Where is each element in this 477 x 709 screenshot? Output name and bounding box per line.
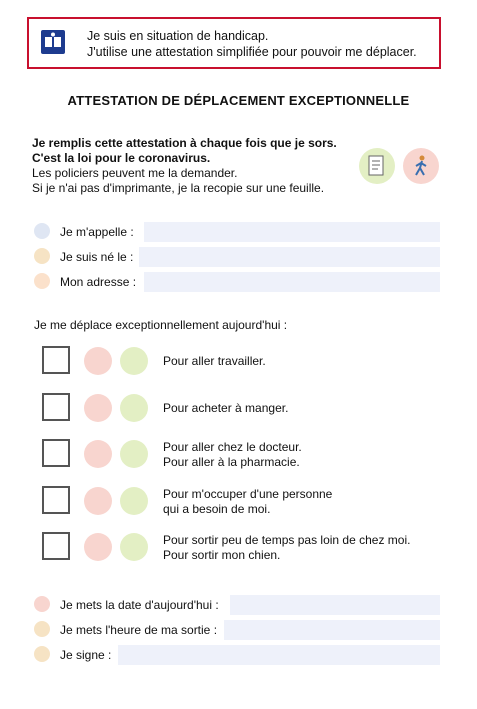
option-doctor-line-1: Pour aller chez le docteur. [163,440,302,454]
signature-field[interactable] [118,645,440,665]
intro-line-4: Si je n'ai pas d'imprimante, je la recopie sur une feuille. [32,181,325,195]
page-title: ATTESTATION DE DÉPLACEMENT EXCEPTIONNELLE [67,93,410,108]
handicap-banner [27,17,441,69]
name-row [34,222,440,242]
option-food-line-1: Pour acheter à manger. [163,401,289,415]
checkbox-work[interactable] [42,346,70,374]
birth-row [34,247,440,267]
date-label: Je mets la date d'aujourd'hui : [60,598,219,612]
option-care-line-2: qui a besoin de moi. [163,502,271,516]
easy-to-read-icon [41,30,65,54]
reason-question: Je me déplace exceptionnellement aujourd'hui : [34,318,288,332]
dog-icon [120,533,148,561]
time-label: Je mets l'heure de ma sortie : [60,623,218,637]
intro-line-3: Les policiers peuvent me la demander. [32,166,238,180]
avocado-icon [84,394,112,422]
document-icon [359,148,395,184]
clock-icon [34,621,50,637]
checkbox-doctor[interactable] [42,439,70,467]
intro-line-2: C'est la loi pour le coronavirus. [32,151,211,165]
name-field[interactable] [144,222,440,242]
sign-label: Je signe : [60,648,112,662]
time-row [34,620,440,640]
banner-line-2: J'utilise une attestation simplifiée pour pouvoir me déplacer. [87,45,417,59]
id-card-icon [34,223,50,239]
name-label: Je m'appelle : [60,225,134,239]
elderly-icon [120,487,148,515]
checkbox-care[interactable] [42,486,70,514]
option-work-line-1: Pour aller travailler. [163,354,266,368]
option-doctor-line-2: Pour aller à la pharmacie. [163,455,300,469]
checkbox-food[interactable] [42,393,70,421]
hospital-icon [84,440,112,468]
sign-row [34,645,440,665]
address-label: Mon adresse : [60,275,137,289]
time-field[interactable] [224,620,440,640]
banner-line-1: Je suis en situation de handicap. [87,29,269,43]
option-walk-line-2: Pour sortir mon chien. [163,548,281,562]
option-walk-line-1: Pour sortir peu de temps pas loin de chez moi. [163,533,411,547]
worker-icon [120,347,148,375]
intro-text [32,136,362,196]
checkbox-walk[interactable] [42,532,70,560]
house-icon [34,273,50,289]
address-row [34,272,440,292]
intro-line-1: Je remplis cette attestation à chaque fois que je sors. [32,136,337,150]
walking-person-icon [403,148,439,184]
signature-icon [34,646,50,662]
cake-icon [34,248,50,264]
date-row [34,595,440,615]
nurse-icon [84,347,112,375]
calendar-icon [34,596,50,612]
runner-icon [84,533,112,561]
option-care-line-1: Pour m'occuper d'une personne [163,487,333,501]
birth-label: Je suis né le : [60,250,134,264]
family-icon [84,487,112,515]
date-field[interactable] [230,595,440,615]
birth-field[interactable] [139,247,440,267]
basket-icon [120,394,148,422]
stethoscope-icon [120,440,148,468]
address-field[interactable] [144,272,440,292]
